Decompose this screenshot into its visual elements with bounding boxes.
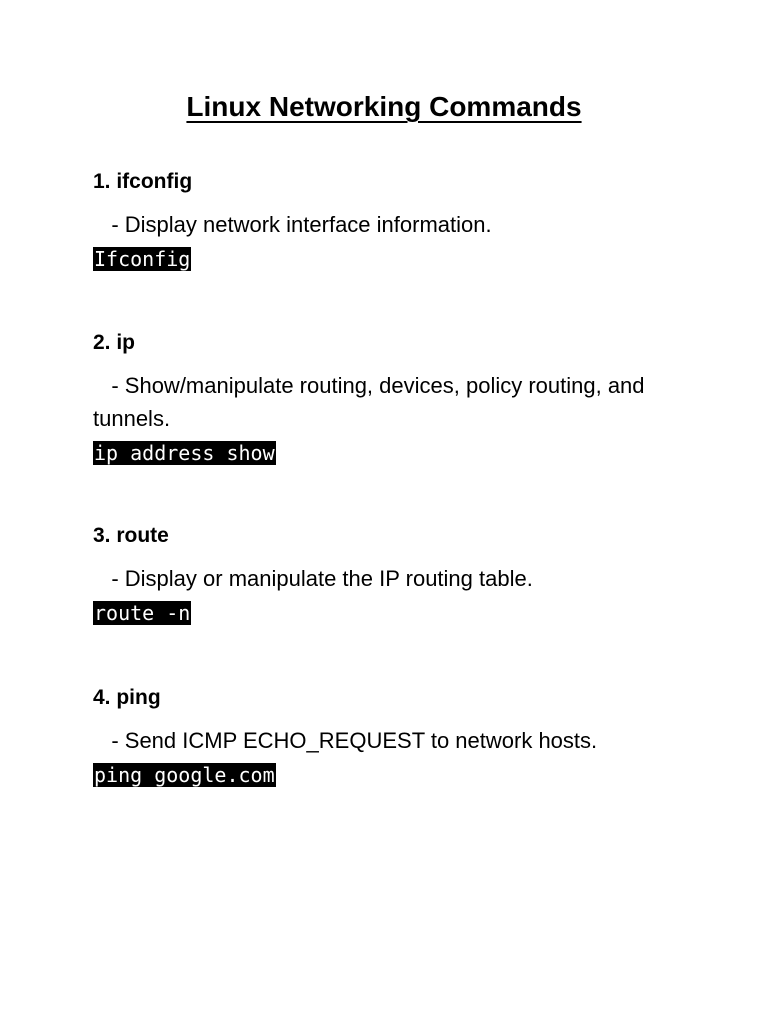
command-section-route bbox=[93, 522, 693, 625]
command-line bbox=[93, 757, 693, 787]
section-description bbox=[93, 208, 693, 241]
command-code: ping google.com bbox=[94, 763, 275, 787]
section-heading: 1. ifconfig bbox=[93, 170, 193, 193]
section-description bbox=[93, 562, 693, 595]
command-code: ip address show bbox=[94, 441, 275, 465]
command-line bbox=[93, 241, 693, 271]
command-section-ping bbox=[93, 684, 693, 787]
command-code: route -n bbox=[94, 601, 191, 625]
command-line bbox=[93, 595, 693, 625]
document-title: Linux Networking Commands bbox=[186, 91, 582, 122]
description-text: - Display or manipulate the IP routing table. bbox=[93, 566, 533, 591]
section-description bbox=[93, 724, 693, 757]
command-section-ip bbox=[93, 329, 693, 465]
command-code: Ifconfig bbox=[94, 247, 191, 271]
command-line bbox=[93, 435, 693, 465]
section-heading: 3. route bbox=[93, 524, 169, 547]
command-section-ifconfig bbox=[93, 168, 693, 271]
description-text: - Display network interface information. bbox=[93, 212, 492, 237]
section-heading: 4. ping bbox=[93, 686, 161, 709]
section-heading: 2. ip bbox=[93, 331, 136, 354]
section-description bbox=[93, 369, 693, 435]
description-text: - Send ICMP ECHO_REQUEST to network hosts. bbox=[93, 728, 598, 753]
description-text: - Show/manipulate routing, devices, policy routing, and tunnels. bbox=[93, 373, 651, 431]
